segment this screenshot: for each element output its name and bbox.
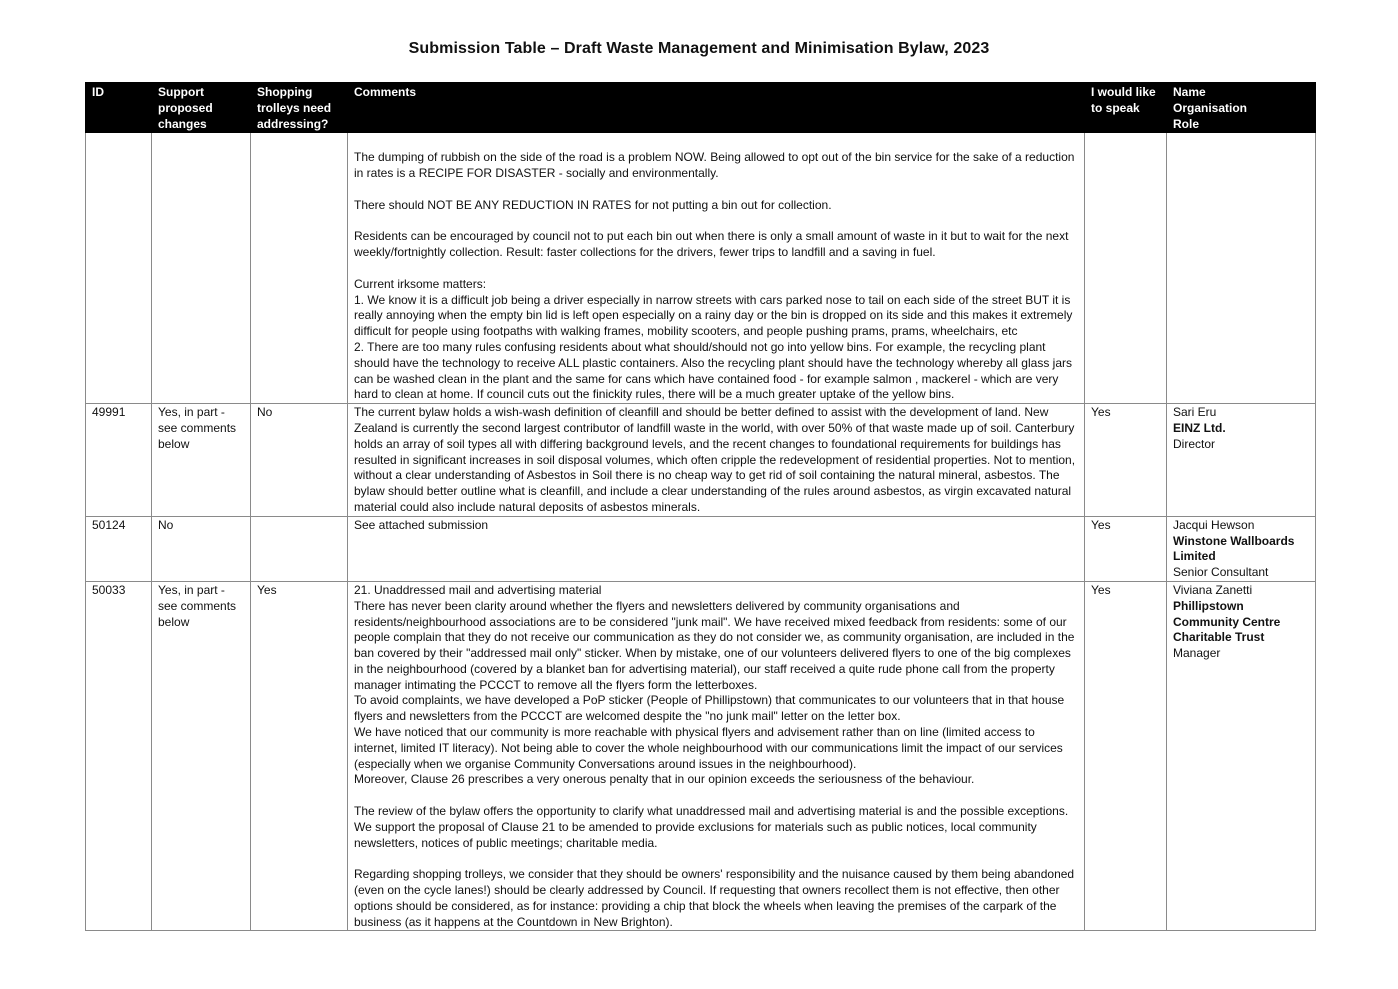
submitter-name: Viviana Zanetti <box>1173 582 1253 597</box>
cell-id: 50033 <box>86 581 152 931</box>
column-header-comments: Comments <box>348 83 1085 133</box>
cell-comments: The current bylaw holds a wish-wash definition of cleanfill and should be better defined to assist with the development of land. New Zealand is currently the second largest contributor of landfill waste in the world, with over 50% of that waste made up of soil. Canterbury holds an array of soil types all with differing background levels, and the recent changes to foundational requirements for buildings has resulted in significant increases in soil disposal volumes, which often cripple the redevelopment of residential properties. Not to mention, without a clear understanding of Asbestos in Soil there is no cheap way to get rid of soil containing the natural mineral, asbestos. The bylaw should better outline what is cleanfill, and include a clear understanding of the rules around asbestos, as virgin excavated natural material could also include natural deposits of asbestos minerals. <box>348 404 1085 517</box>
table-header-row <box>86 83 1316 133</box>
submitter-organisation: Winstone Wallboards Limited <box>1173 533 1295 564</box>
submitter-role: Senior Consultant <box>1173 565 1269 580</box>
cell-trolleys <box>251 133 348 404</box>
submitter-name: Jacqui Hewson <box>1173 517 1255 532</box>
submitter-name: Sari Eru <box>1173 405 1217 420</box>
cell-trolleys <box>251 516 348 581</box>
submitter-role: Manager <box>1173 646 1221 661</box>
cell-name <box>1167 516 1316 581</box>
cell-speak: Yes <box>1085 404 1167 517</box>
cell-comments: 21. Unaddressed mail and advertising material There has never been clarity around whether the flyers and newsletters delivered by community organisations and residents/neighbourhood associations are to be considered "junk mail". We have received mixed feedback from residents: some of our people complain that they do not receive our communication as they do not consider we, as community organisation, are included in the ban covered by their "addressed mail only" sticker. When by mistake, one of our volunteers delivered flyers to one of the big complexes in the neighbourhood (covered by a blanket ban for advertising material), our staff received a quite rude phone call from the property manager intimating the PCCCT to remove all the flyers form the letterboxes. To avoid complaints, we have developed a PoP sticker (People of Phillipstown) that communicates to our volunteers that in that house flyers and newsletters from the PCCCT are welcomed despite the "no junk mail" letter on the letter box. We have noticed that our community is more reachable with physical flyers and advisement rather than on line (limited access to internet, limited IT literacy). Not being able to cover the whole neighbourhood with our communications limit the impact of our services (especially when we organise Community Conversations around issues in the neighbourhood). Moreover, Clause 26 prescribes a very onerous penalty that in our opinion exceeds the seriousness of the behaviour. The review of the bylaw offers the opportunity to clarify what unaddressed mail and advertising material is and the possible exceptions. We support the proposal of Clause 21 to be amended to provide exclusions for materials such as public notices, local community newsletters, notices of public meetings; charitable media. Regarding shopping trolleys, we consider that they should be owners' responsibility and the nuisance caused by them being abandoned (even on the cycle lanes!) should be clearly addressed by Council. If requesting that owners recollect them is not effective, then other options should be considered, as for instance: providing a chip that block the wheels when leaving the premises of the carpark of the business (as it happens at the Countdown in New Brighton). <box>348 581 1085 931</box>
submitter-role: Director <box>1173 436 1216 451</box>
cell-support: Yes, in part - see comments below <box>152 404 251 517</box>
cell-id <box>86 133 152 404</box>
cell-speak: Yes <box>1085 516 1167 581</box>
cell-comments: The dumping of rubbish on the side of the road is a problem NOW. Being allowed to opt out of the bin service for the sake of a reduction in rates is a RECIPE FOR DISASTER - socially and environmentally. There should NOT BE ANY REDUCTION IN RATES for not putting a bin out for collection. Residents can be encouraged by council not to put each bin out when there is only a small amount of waste in it but to wait for the next weekly/fortnightly collection. Result: faster collections for the drivers, fewer trips to landfill and a saving in fuel. Current irksome matters: 1. We know it is a difficult job being a driver especially in narrow streets with cars parked nose to tail on each side of the street BUT it is really annoying when the empty bin lid is left open especially on a rainy day or the bin is dropped on its side and this makes it extremely difficult for people using footpaths with walking frames, mobility scooters, and people pushing prams, prams, wheelchairs, etc 2. There are too many rules confusing residents about what should/should not go into yellow bins. For example, the recycling plant should have the technology to receive ALL plastic containers. Also the recycling plant should have the technology whereby all glass jars can be washed clean in the plant and the same for cans which have contained food - for example salmon , mackerel - which are very hard to clean at home. If council cuts out the finickity rules, there will be a much greater uptake of the yellow bins. <box>348 133 1085 404</box>
cell-trolleys: No <box>251 404 348 517</box>
table-row <box>86 133 1316 404</box>
submission-table <box>85 82 1316 931</box>
cell-id: 50124 <box>86 516 152 581</box>
cell-id: 49991 <box>86 404 152 517</box>
cell-name <box>1167 581 1316 931</box>
cell-speak <box>1085 133 1167 404</box>
cell-comments: See attached submission <box>348 516 1085 581</box>
cell-support: Yes, in part - see comments below <box>152 581 251 931</box>
submitter-organisation: EINZ Ltd. <box>1173 420 1226 435</box>
cell-support: No <box>152 516 251 581</box>
cell-name <box>1167 404 1316 517</box>
cell-support <box>152 133 251 404</box>
table-row <box>86 404 1316 517</box>
table-row <box>86 516 1316 581</box>
column-header-name: Name Organisation Role <box>1167 83 1316 133</box>
submitter-organisation: Phillipstown Community Centre Charitable Trust <box>1173 598 1281 645</box>
column-header-support: Support proposed changes <box>152 83 251 133</box>
cell-name <box>1167 133 1316 404</box>
page-title: Submission Table – Draft Waste Management and Minimisation Bylaw, 2023 <box>408 40 990 57</box>
cell-trolleys: Yes <box>251 581 348 931</box>
column-header-speak: I would like to speak <box>1085 83 1167 133</box>
column-header-trolleys: Shopping trolleys need addressing? <box>251 83 348 133</box>
column-header-id: ID <box>86 83 152 133</box>
cell-speak: Yes <box>1085 581 1167 931</box>
table-row <box>86 581 1316 931</box>
